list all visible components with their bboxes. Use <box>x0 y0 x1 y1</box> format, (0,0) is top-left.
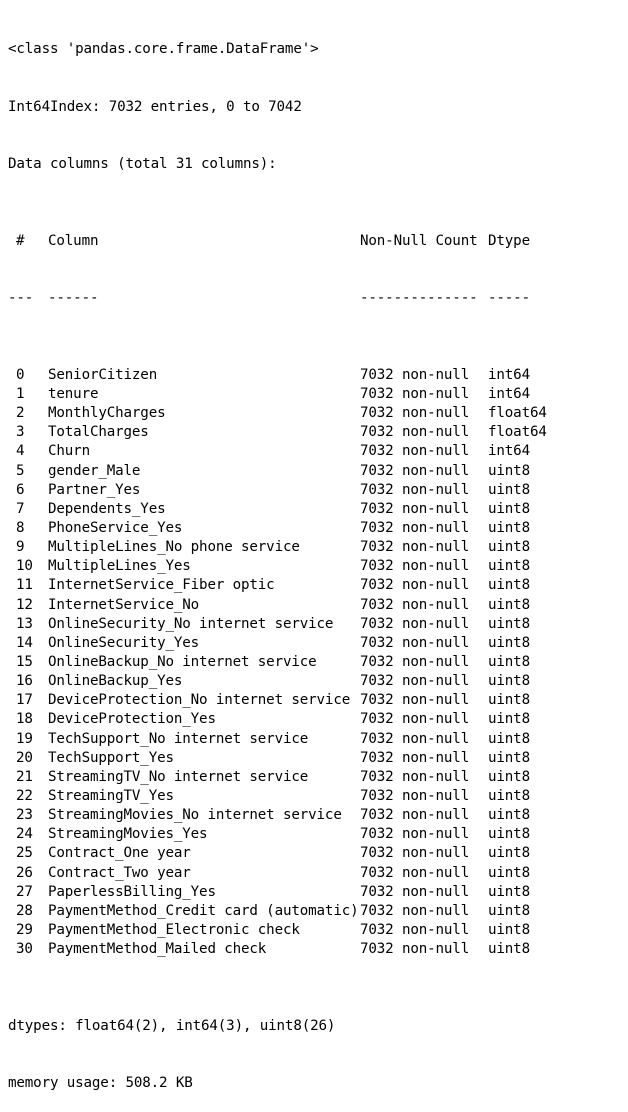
table-row <box>8 825 568 844</box>
row-index: 30 <box>16 941 33 958</box>
dtypes-line: dtypes: float64(2), int64(3), uint8(26) <box>8 1017 336 1034</box>
table-row <box>8 557 568 576</box>
row-non-null-count: 7032 non-null <box>360 807 470 824</box>
row-column-name: StreamingMovies_No internet service <box>48 807 342 824</box>
table-separator-row <box>8 289 568 308</box>
row-column-name: InternetService_Fiber optic <box>48 577 275 594</box>
row-non-null-count: 7032 non-null <box>360 941 470 958</box>
table-row <box>8 844 568 863</box>
row-non-null-count: 7032 non-null <box>360 730 470 747</box>
row-index: 3 <box>16 424 25 441</box>
row-index: 16 <box>16 673 33 690</box>
table-row <box>8 500 568 519</box>
table-row <box>8 576 568 595</box>
row-column-name: Contract_Two year <box>48 864 191 881</box>
row-column-name: tenure <box>48 386 99 403</box>
row-index: 25 <box>16 845 33 862</box>
table-row <box>8 462 568 481</box>
table-row <box>8 423 568 442</box>
row-index: 24 <box>16 826 33 843</box>
row-index: 0 <box>16 366 25 383</box>
row-column-name: PhoneService_Yes <box>48 520 183 537</box>
table-row <box>8 864 568 883</box>
table-row <box>8 749 568 768</box>
row-dtype: uint8 <box>488 883 530 900</box>
row-non-null-count: 7032 non-null <box>360 424 470 441</box>
table-row <box>8 442 568 461</box>
row-column-name: StreamingTV_No internet service <box>48 768 309 785</box>
row-column-name: StreamingTV_Yes <box>48 787 174 804</box>
row-column-name: TechSupport_Yes <box>48 749 174 766</box>
row-index: 1 <box>16 386 25 403</box>
row-column-name: MultipleLines_Yes <box>48 558 191 575</box>
row-non-null-count: 7032 non-null <box>360 692 470 709</box>
row-column-name: TechSupport_No internet service <box>48 730 309 747</box>
row-index: 28 <box>16 902 33 919</box>
memory-usage-line: memory usage: 508.2 KB <box>8 1075 193 1092</box>
row-index: 8 <box>16 520 25 537</box>
row-non-null-count: 7032 non-null <box>360 539 470 556</box>
table-row <box>8 519 568 538</box>
table-body <box>8 366 568 959</box>
row-dtype: uint8 <box>488 500 530 517</box>
table-row <box>8 653 568 672</box>
table-row <box>8 366 568 385</box>
row-index: 13 <box>16 615 33 632</box>
row-column-name: Dependents_Yes <box>48 500 166 517</box>
row-index: 20 <box>16 749 33 766</box>
row-column-name: DeviceProtection_No internet service <box>48 692 351 709</box>
table-row <box>8 615 568 634</box>
row-index: 5 <box>16 462 25 479</box>
row-index: 17 <box>16 692 33 709</box>
row-column-name: Contract_One year <box>48 845 191 862</box>
row-index: 7 <box>16 500 25 517</box>
row-column-name: InternetService_No <box>48 596 200 613</box>
row-non-null-count: 7032 non-null <box>360 787 470 804</box>
table-row <box>8 730 568 749</box>
header-non-null: Non-Null Count <box>360 232 478 249</box>
row-index: 23 <box>16 807 33 824</box>
row-dtype: uint8 <box>488 845 530 862</box>
row-non-null-count: 7032 non-null <box>360 558 470 575</box>
row-index: 10 <box>16 558 33 575</box>
row-dtype: uint8 <box>488 673 530 690</box>
separator-non-null: -------------- <box>360 290 478 307</box>
row-non-null-count: 7032 non-null <box>360 386 470 403</box>
row-dtype: uint8 <box>488 711 530 728</box>
index-line: Int64Index: 7032 entries, 0 to 7042 <box>8 98 302 115</box>
header-column: Column <box>48 232 99 249</box>
row-column-name: OnlineBackup_Yes <box>48 673 183 690</box>
header-dtype: Dtype <box>488 232 530 249</box>
row-dtype: uint8 <box>488 921 530 938</box>
table-header-row <box>8 232 568 251</box>
row-column-name: PaymentMethod_Credit card (automatic) <box>48 902 359 919</box>
row-column-name: Churn <box>48 443 90 460</box>
row-index: 19 <box>16 730 33 747</box>
row-column-name: PaymentMethod_Electronic check <box>48 921 300 938</box>
row-dtype: uint8 <box>488 558 530 575</box>
row-index: 18 <box>16 711 33 728</box>
row-non-null-count: 7032 non-null <box>360 749 470 766</box>
table-row <box>8 710 568 729</box>
row-dtype: int64 <box>488 366 530 383</box>
row-column-name: Partner_Yes <box>48 481 141 498</box>
separator-index: --- <box>8 290 34 307</box>
row-dtype: uint8 <box>488 768 530 785</box>
table-row <box>8 596 568 615</box>
row-non-null-count: 7032 non-null <box>360 864 470 881</box>
row-dtype: uint8 <box>488 941 530 958</box>
row-non-null-count: 7032 non-null <box>360 883 470 900</box>
row-column-name: PaperlessBilling_Yes <box>48 883 216 900</box>
class-line: <class 'pandas.core.frame.DataFrame'> <box>8 41 319 58</box>
table-row <box>8 940 568 959</box>
row-non-null-count: 7032 non-null <box>360 921 470 938</box>
row-dtype: uint8 <box>488 864 530 881</box>
row-non-null-count: 7032 non-null <box>360 443 470 460</box>
table-row <box>8 538 568 557</box>
row-non-null-count: 7032 non-null <box>360 520 470 537</box>
header-index: # <box>16 232 25 249</box>
row-index: 21 <box>16 768 33 785</box>
row-index: 2 <box>16 405 25 422</box>
row-non-null-count: 7032 non-null <box>360 481 470 498</box>
row-column-name: MonthlyCharges <box>48 405 166 422</box>
row-dtype: uint8 <box>488 462 530 479</box>
row-index: 12 <box>16 596 33 613</box>
separator-column: ------ <box>48 290 99 307</box>
row-non-null-count: 7032 non-null <box>360 826 470 843</box>
row-dtype: uint8 <box>488 539 530 556</box>
row-column-name: DeviceProtection_Yes <box>48 711 216 728</box>
table-row <box>8 481 568 500</box>
row-non-null-count: 7032 non-null <box>360 845 470 862</box>
row-column-name: StreamingMovies_Yes <box>48 826 208 843</box>
row-column-name: TotalCharges <box>48 424 149 441</box>
row-dtype: uint8 <box>488 807 530 824</box>
row-index: 22 <box>16 787 33 804</box>
row-column-name: OnlineSecurity_No internet service <box>48 615 334 632</box>
row-column-name: SeniorCitizen <box>48 366 158 383</box>
row-index: 14 <box>16 634 33 651</box>
row-non-null-count: 7032 non-null <box>360 462 470 479</box>
table-row <box>8 634 568 653</box>
row-non-null-count: 7032 non-null <box>360 654 470 670</box>
row-column-name: PaymentMethod_Mailed check <box>48 941 267 958</box>
row-column-name: gender_Male <box>48 462 141 479</box>
dataframe-info-output <box>8 2 568 1112</box>
row-index: 11 <box>16 577 33 594</box>
row-index: 29 <box>16 921 33 938</box>
row-non-null-count: 7032 non-null <box>360 615 470 632</box>
row-dtype: int64 <box>488 386 530 403</box>
row-non-null-count: 7032 non-null <box>360 577 470 594</box>
row-column-name: OnlineBackup_No internet service <box>48 654 317 670</box>
row-index: 27 <box>16 883 33 900</box>
row-non-null-count: 7032 non-null <box>360 673 470 690</box>
row-dtype: int64 <box>488 443 530 460</box>
row-dtype: uint8 <box>488 654 530 670</box>
table-row <box>8 883 568 902</box>
row-dtype: uint8 <box>488 692 530 709</box>
table-row <box>8 404 568 423</box>
row-dtype: uint8 <box>488 749 530 766</box>
row-dtype: uint8 <box>488 481 530 498</box>
table-row <box>8 385 568 404</box>
row-index: 26 <box>16 864 33 881</box>
row-index: 15 <box>16 654 33 670</box>
row-non-null-count: 7032 non-null <box>360 634 470 651</box>
row-non-null-count: 7032 non-null <box>360 596 470 613</box>
row-non-null-count: 7032 non-null <box>360 768 470 785</box>
row-dtype: uint8 <box>488 902 530 919</box>
columns-count-line: Data columns (total 31 columns): <box>8 156 277 173</box>
table-row <box>8 787 568 806</box>
table-row <box>8 902 568 921</box>
row-dtype: uint8 <box>488 634 530 651</box>
row-dtype: float64 <box>488 424 547 441</box>
row-non-null-count: 7032 non-null <box>360 405 470 422</box>
row-index: 6 <box>16 481 25 498</box>
table-row <box>8 691 568 710</box>
table-row <box>8 806 568 825</box>
row-non-null-count: 7032 non-null <box>360 902 470 919</box>
row-index: 9 <box>16 539 25 556</box>
row-non-null-count: 7032 non-null <box>360 711 470 728</box>
table-row <box>8 921 568 940</box>
row-non-null-count: 7032 non-null <box>360 366 470 383</box>
table-row <box>8 672 568 691</box>
row-dtype: uint8 <box>488 787 530 804</box>
row-index: 4 <box>16 443 25 460</box>
row-dtype: float64 <box>488 405 547 422</box>
row-dtype: uint8 <box>488 730 530 747</box>
row-column-name: OnlineSecurity_Yes <box>48 634 200 651</box>
separator-dtype: ----- <box>488 290 530 307</box>
row-dtype: uint8 <box>488 596 530 613</box>
row-dtype: uint8 <box>488 615 530 632</box>
row-non-null-count: 7032 non-null <box>360 500 470 517</box>
row-dtype: uint8 <box>488 577 530 594</box>
row-dtype: uint8 <box>488 826 530 843</box>
row-dtype: uint8 <box>488 520 530 537</box>
row-column-name: MultipleLines_No phone service <box>48 539 300 556</box>
table-row <box>8 768 568 787</box>
